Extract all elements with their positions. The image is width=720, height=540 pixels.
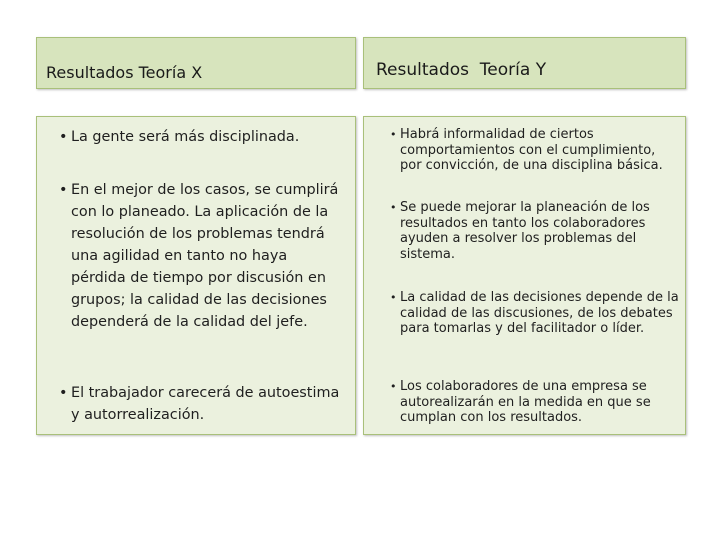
theory-x-results-box — [36, 116, 356, 435]
list-item — [364, 290, 685, 337]
list-item-text: En el mejor de los casos, se cumplirá con lo planeado. La aplicación de la resolución de los problemas tendrá una agilidad en tanto no haya pérdida de tiempo por discusión en grupos; la calidad de las decisiones dependerá de la calidad del jefe. — [71, 182, 339, 330]
bullet-icon: • — [390, 201, 397, 214]
list-item-text: La calidad de las decisiones depende de la calidad de las discusiones, de los debates para tomarlas y del facilitador o líder. — [400, 290, 679, 336]
list-item-text: La gente será más disciplinada. — [71, 129, 300, 145]
bullet-icon: • — [59, 129, 68, 145]
list-item — [37, 382, 355, 426]
bullet-icon: • — [59, 182, 68, 198]
list-item — [364, 127, 685, 174]
list-item — [364, 200, 685, 262]
theory-x-header — [36, 37, 356, 89]
bullet-icon: • — [390, 380, 397, 393]
theory-y-results-box — [363, 116, 686, 435]
theory-y-header — [363, 37, 686, 89]
theory-y-title: Resultados Teoría Y — [376, 60, 547, 80]
bullet-icon: • — [59, 385, 68, 401]
list-item-text: Los colaboradores de una empresa se autorealizarán en la medida en que se cumplan con los resultados. — [400, 379, 651, 425]
list-item — [37, 126, 355, 148]
bullet-icon: • — [390, 128, 397, 141]
bullet-icon: • — [390, 291, 397, 304]
list-item-text: Habrá informalidad de ciertos comportamientos con el cumplimiento, por convicción, de una disciplina básica. — [400, 127, 663, 173]
list-item-text: Se puede mejorar la planeación de los resultados en tanto los colaboradores ayuden a resolver los problemas del sistema. — [400, 200, 650, 262]
list-item — [364, 379, 685, 426]
theory-x-title: Resultados Teoría X — [46, 62, 203, 82]
list-item-text: El trabajador carecerá de autoestima y autorrealización. — [71, 385, 340, 423]
list-item — [37, 179, 355, 333]
